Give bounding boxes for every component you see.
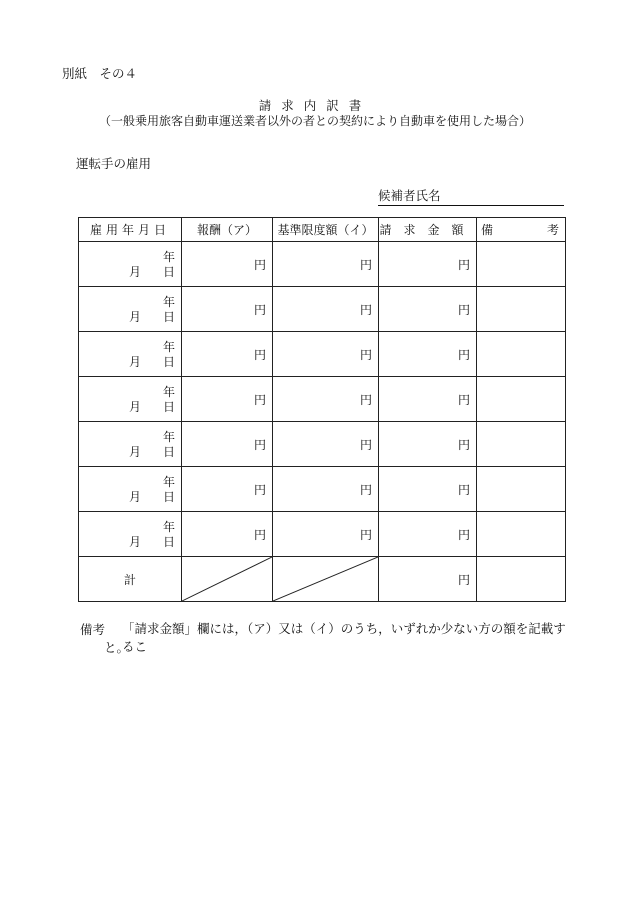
yen-unit: 円 (359, 348, 372, 362)
remarks-cell[interactable] (477, 242, 566, 287)
claim-cell[interactable] (379, 287, 477, 332)
day-unit: 日 (162, 490, 175, 504)
total-limit-cell (273, 557, 379, 602)
day-unit: 日 (162, 310, 175, 324)
yen-unit: 円 (457, 258, 470, 272)
total-pay-cell (182, 557, 273, 602)
yen-unit: 円 (253, 483, 266, 497)
pay-cell[interactable] (182, 512, 273, 557)
table-header-row (79, 218, 566, 242)
document-subtitle: （一般乗用旅客自動車運送業者以外の者との契約により自動車を使用した場合） (98, 114, 531, 128)
header-remarks-1: 備 (481, 223, 494, 237)
yen-unit: 円 (457, 573, 470, 587)
year-unit: 年 (162, 430, 175, 444)
remarks-cell[interactable] (477, 377, 566, 422)
yen-unit: 円 (359, 528, 372, 542)
table-row (79, 287, 566, 332)
table-row (79, 377, 566, 422)
table-row (79, 332, 566, 377)
table-row (79, 422, 566, 467)
pay-cell[interactable] (182, 287, 273, 332)
pay-cell[interactable] (182, 422, 273, 467)
yen-unit: 円 (359, 438, 372, 452)
total-row (79, 557, 566, 602)
limit-cell[interactable] (273, 467, 379, 512)
total-label: 計 (79, 557, 182, 602)
employment-date-cell[interactable] (79, 242, 182, 287)
limit-cell[interactable] (273, 512, 379, 557)
employment-date-cell[interactable] (79, 287, 182, 332)
table-row (79, 512, 566, 557)
header-remarks (477, 218, 566, 242)
claim-cell[interactable] (379, 422, 477, 467)
claim-breakdown-table (78, 217, 566, 602)
pay-cell[interactable] (182, 467, 273, 512)
year-unit: 年 (162, 340, 175, 354)
yen-unit: 円 (253, 348, 266, 362)
header-remarks-2: 考 (546, 223, 559, 237)
yen-unit: 円 (253, 303, 266, 317)
day-unit: 日 (162, 400, 175, 414)
month-unit: 月 (129, 535, 142, 549)
year-unit: 年 (162, 295, 175, 309)
claim-cell[interactable] (379, 332, 477, 377)
header-employment-date: 雇用年月日 (79, 218, 182, 242)
year-unit: 年 (162, 475, 175, 489)
yen-unit: 円 (253, 528, 266, 542)
day-unit: 日 (162, 265, 175, 279)
year-unit: 年 (162, 520, 175, 534)
day-unit: 日 (162, 445, 175, 459)
yen-unit: 円 (359, 303, 372, 317)
yen-unit: 円 (253, 438, 266, 452)
employment-date-cell[interactable] (79, 332, 182, 377)
header-pay: 報酬（ア） (182, 218, 273, 242)
table-row (79, 242, 566, 287)
note-text: 「請求金額」欄には，（ア）又は（イ）のうち，いずれか少ない方の額を記載するこ (122, 621, 566, 654)
remarks-cell[interactable] (477, 467, 566, 512)
remarks-cell[interactable] (477, 332, 566, 377)
pay-cell[interactable] (182, 242, 273, 287)
month-unit: 月 (129, 445, 142, 459)
limit-cell[interactable] (273, 287, 379, 332)
yen-unit: 円 (457, 438, 470, 452)
total-claim-cell (379, 557, 477, 602)
yen-unit: 円 (253, 393, 266, 407)
year-unit: 年 (162, 250, 175, 264)
candidate-name-field: 候補者氏名 (378, 186, 564, 206)
limit-cell[interactable] (273, 422, 379, 467)
table-row (79, 467, 566, 512)
header-claim-amount: 請求金額 (379, 218, 477, 242)
diagonal-line (273, 557, 378, 601)
claim-cell[interactable] (379, 467, 477, 512)
diagonal-line (182, 557, 272, 601)
section-label: 運転手の雇用 (76, 156, 152, 171)
total-remarks-cell (477, 557, 566, 602)
day-unit: 日 (162, 355, 175, 369)
yen-unit: 円 (457, 528, 470, 542)
claim-cell[interactable] (379, 377, 477, 422)
pay-cell[interactable] (182, 332, 273, 377)
remarks-cell[interactable] (477, 422, 566, 467)
employment-date-cell[interactable] (79, 422, 182, 467)
day-unit: 日 (162, 535, 175, 549)
yen-unit: 円 (253, 258, 266, 272)
remarks-cell[interactable] (477, 287, 566, 332)
yen-unit: 円 (359, 258, 372, 272)
employment-date-cell[interactable] (79, 512, 182, 557)
employment-date-cell[interactable] (79, 377, 182, 422)
yen-unit: 円 (359, 483, 372, 497)
attachment-label: 別紙 その４ (62, 66, 138, 81)
pay-cell[interactable] (182, 377, 273, 422)
document-title: 請求内訳書 (258, 98, 372, 113)
limit-cell[interactable] (273, 377, 379, 422)
limit-cell[interactable] (273, 332, 379, 377)
yen-unit: 円 (457, 483, 470, 497)
yen-unit: 円 (359, 393, 372, 407)
yen-unit: 円 (457, 348, 470, 362)
month-unit: 月 (129, 355, 142, 369)
claim-cell[interactable] (379, 242, 477, 287)
yen-unit: 円 (457, 303, 470, 317)
month-unit: 月 (129, 400, 142, 414)
month-unit: 月 (129, 310, 142, 324)
yen-unit: 円 (457, 393, 470, 407)
header-limit: 基準限度額（イ） (273, 218, 379, 242)
note-continuation: と。 (104, 640, 130, 655)
note-label: 備考 (80, 622, 106, 637)
claim-cell[interactable] (379, 512, 477, 557)
month-unit: 月 (129, 265, 142, 279)
year-unit: 年 (162, 385, 175, 399)
limit-cell[interactable] (273, 242, 379, 287)
employment-date-cell[interactable] (79, 467, 182, 512)
month-unit: 月 (129, 490, 142, 504)
remarks-cell[interactable] (477, 512, 566, 557)
